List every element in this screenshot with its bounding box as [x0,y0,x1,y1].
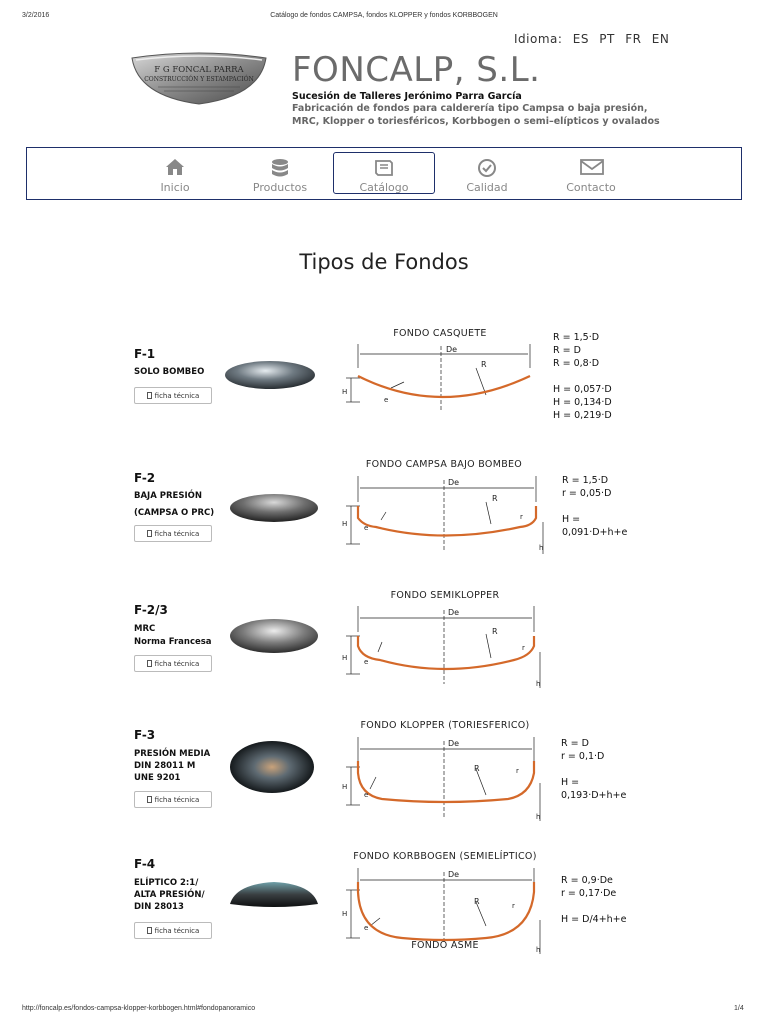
svg-text:H: H [342,520,348,528]
product-name-line: BAJA PRESIÓN [134,491,202,501]
product-photo-f1 [222,355,318,397]
svg-text:R: R [474,764,480,773]
diagram-f3 [336,733,548,823]
svg-text:e: e [384,396,389,404]
product-photo-f2 [226,488,322,528]
footer-page-number: 1/4 [734,1005,744,1012]
product-name-line: UNE 9201 [134,773,181,783]
svg-text:De: De [446,345,458,354]
language-fr-link[interactable]: FR [625,32,642,46]
svg-text:e: e [364,791,369,799]
svg-text:e: e [364,524,369,532]
print-page-title: Catálogo de fondos CAMPSA, fondos KLOPPER y fondos KORBBOGEN [270,12,498,19]
formulas-f3: R = D r = 0,1·D H = 0,193·D+h+e [561,738,627,801]
svg-text:H: H [342,910,348,918]
product-code: F-3 [134,728,156,742]
print-date: 3/2/2016 [22,12,50,19]
main-navigation [26,147,742,200]
diagram-title: FONDO CASQUETE [393,328,487,339]
envelope-icon [580,158,604,176]
ficha-tecnica-button[interactable]: ficha técnica [134,655,212,672]
product-name-line: DIN 28013 [134,902,184,912]
svg-text:R: R [481,360,487,369]
check-circle-icon [476,158,498,178]
svg-text:De: De [448,478,460,487]
diagram-title: FONDO SEMIKLOPPER [390,590,500,601]
document-icon [147,927,152,934]
svg-text:h: h [536,946,541,954]
logo-text-line2: CONSTRUCCIÓN Y ESTAMPACIÓN [144,76,254,83]
diagram-subtitle: FONDO ASME [411,940,479,951]
svg-text:H: H [342,388,348,396]
svg-text:R: R [492,627,498,636]
svg-text:R: R [492,494,498,503]
document-icon [147,530,152,537]
svg-text:h: h [536,680,541,688]
svg-text:r: r [520,513,523,521]
diagram-f23 [336,602,548,690]
diagram-title: FONDO CAMPSA BAJO BOMBEO [365,459,523,470]
product-photo-f3 [226,737,318,797]
footer-url: http://foncalp.es/fondos-campsa-klopper-korbbogen.html#fondopanoramico [22,1005,256,1012]
home-icon [164,158,186,176]
svg-text:r: r [512,902,515,910]
diagram-title: FONDO KORBBOGEN (SEMIELÍPTICO) [353,851,537,862]
nav-item-catalogo[interactable] [333,152,435,194]
svg-text:De: De [448,739,460,748]
product-name-line: Norma Francesa [134,637,212,647]
svg-text:De: De [448,608,460,617]
product-name-line: ELÍPTICO 2:1/ [134,878,199,888]
product-name-line: MRC [134,624,156,634]
diagram-title: FONDO KLOPPER (TORIESFERICO) [360,720,530,731]
formulas-f4: R = 0,9·De r = 0,17·De H = D/4+h+e [561,875,627,925]
product-name-line: SOLO BOMBEO [134,367,205,377]
product-code: F-2 [134,471,156,485]
svg-text:h: h [539,544,544,552]
book-icon [373,159,395,177]
product-code: F-1 [134,347,156,361]
language-en-link[interactable]: EN [651,32,670,46]
nav-item-productos[interactable] [240,148,320,198]
svg-text:H: H [342,783,348,791]
product-code: F-2/3 [134,603,168,617]
svg-text:e: e [364,924,369,932]
nav-label-calidad: Calidad [466,181,508,194]
document-icon [147,392,152,399]
nav-item-inicio[interactable] [145,148,205,198]
document-icon [147,796,152,803]
svg-text:e: e [364,658,369,666]
language-es-link[interactable]: ES [572,32,589,46]
svg-text:r: r [522,644,525,652]
nav-label-catalogo: Catálogo [359,181,409,194]
ficha-tecnica-button[interactable]: ficha técnica [134,387,212,404]
nav-label-contacto: Contacto [566,181,616,194]
formulas-f2: R = 1,5·D r = 0,05·D H = 0,091·D+h+e [562,475,628,538]
diagram-f1 [336,340,542,420]
diagram-f2 [336,472,552,558]
ficha-tecnica-button[interactable]: ficha técnica [134,525,212,542]
svg-text:H: H [342,654,348,662]
svg-text:r: r [516,767,519,775]
database-icon [269,158,291,178]
section-title: Tipos de Fondos [299,250,469,274]
company-description: Fabricación de fondos para calderería tipo Campsa o baja presión, MRC, Klopper o toriesféricos, Korbbogen o semi–elípticos y ovalados [292,103,660,127]
ficha-tecnica-button[interactable]: ficha técnica [134,922,212,939]
product-photo-f23 [226,614,322,660]
company-name: FONCALP, S.L. [292,50,541,90]
svg-text:De: De [448,870,460,879]
logo-text-line1: F G FONCAL PARRA [154,65,244,75]
language-label: Idioma: [514,32,563,46]
product-photo-f4 [226,876,322,912]
product-name-line: PRESIÓN MEDIA [134,749,211,759]
formulas-f1: R = 1,5·D R = D R = 0,8·D H = 0,057·D H = 0,134·D H = 0,219·D [553,332,612,421]
language-pt-link[interactable]: PT [599,32,615,46]
language-selector [514,32,675,46]
nav-item-contacto[interactable] [554,148,628,198]
ficha-tecnica-button[interactable]: ficha técnica [134,791,212,808]
svg-text:h: h [536,813,541,821]
nav-label-productos: Productos [252,181,308,194]
product-name-line: ALTA PRESIÓN/ [134,890,205,900]
company-logo[interactable] [130,50,268,106]
company-succession: Sucesión de Talleres Jerónimo Parra García [292,91,522,102]
product-code: F-4 [134,857,156,871]
nav-label-inicio: Inicio [160,181,190,194]
product-name-line: (CAMPSA O PRC) [134,508,215,518]
product-name-line: DIN 28011 M [134,761,196,771]
nav-item-calidad[interactable] [452,148,522,198]
svg-text:R: R [474,897,480,906]
document-icon [147,660,152,667]
